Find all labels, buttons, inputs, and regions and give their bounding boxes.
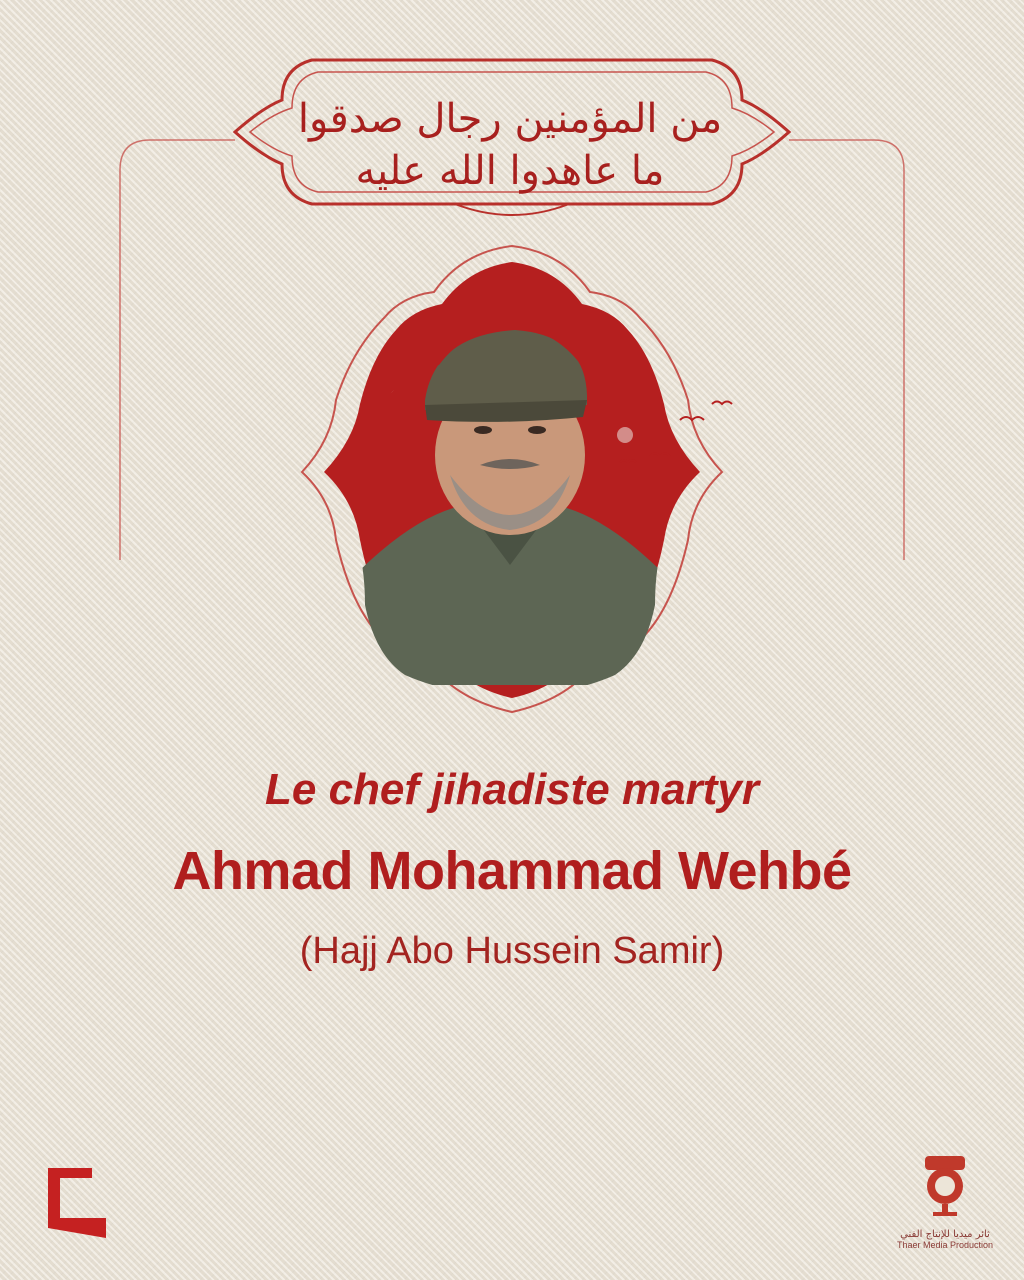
channel-logo-icon — [48, 1168, 106, 1240]
thaer-media-logo — [895, 1152, 995, 1262]
microphone-fist-icon — [915, 1152, 975, 1222]
logo-arabic-text: ثائر ميديا للإنتاج الفني — [900, 1229, 990, 1240]
martyr-portrait-image — [355, 325, 665, 685]
title-line-name: Ahmad Mohammad Wehbé — [172, 841, 852, 901]
title-line-role: Le chef jihadiste martyr — [265, 765, 759, 814]
calligraphy-verse: من المؤمنين رجال صدقوا ما عاهدوا الله عليه — [297, 96, 723, 194]
title-line-alias: (Hajj Abo Hussein Samir) — [299, 930, 725, 972]
logo-english-text: Thaer Media Production — [896, 1240, 994, 1250]
